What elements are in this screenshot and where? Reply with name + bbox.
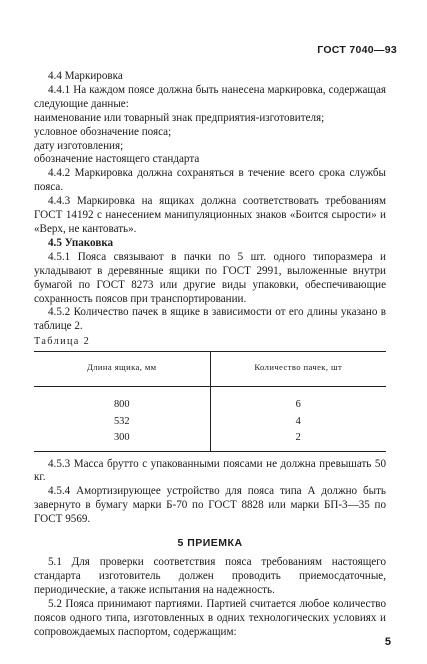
marking-item: наименование или товарный знак предприятия-изготовителя; — [34, 111, 325, 124]
paragraph-4-4-3: 4.4.3 Маркировка на ящиках должна соответствовать требованиям ГОСТ 14192 с нанесением манипуляционных знаков «Боится сырости» и «Верх, не кантовать». — [34, 195, 386, 235]
table-header-length: Длина ящика, мм — [34, 352, 210, 387]
table-cell-length: 532 — [34, 414, 210, 431]
marking-item: обозначение настоящего стандарта — [34, 153, 200, 166]
paragraph-4-5-3: 4.5.3 Масса брутто с упакованными поясами не должна превышать 50 кг. — [34, 457, 386, 484]
paragraph-5-1: 5.1 Для проверки соответствия пояса требованиям настоящего стандарта изготовитель должен проводить приемосдаточные, периодические, а также испытания на надежность. — [34, 555, 386, 596]
paragraph-4-5-4: 4.5.4 Амортизирующее устройство для пояса типа А должно быть завернуто в бумагу марки Б-70 по ГОСТ 8828 или марки БП-3—35 по ГОСТ 9569. — [34, 485, 386, 526]
section-4-5-title: 4.5 Упаковка — [48, 236, 114, 249]
paragraph-5-2: 5.2 Пояса принимают партиями. Партией считается любое количество поясов одного типа, изготовленных в одних технологических условиях и сопровождаемых паспортом, содержащим: — [34, 597, 386, 638]
table-cell-length: 300 — [34, 430, 210, 451]
paragraph-4-5-1: 4.5.1 Пояса связывают в пачки по 5 шт. одного типоразмера и укладывают в деревянные ящики по ГОСТ 2991, выложенные внутри бумагой по ГОСТ 8273 или другие виды упаковки, обеспечивающие сохранность поясов при транспортировании. — [34, 250, 386, 305]
paragraph-4-4-1: 4.4.1 На каждом поясе должна быть нанесена маркировка, содержащая следующие данные: — [34, 83, 386, 110]
section-4-4-title: 4.4 Маркировка — [48, 70, 123, 82]
table-row — [34, 387, 386, 414]
packing-table — [34, 351, 386, 451]
table-row — [34, 414, 386, 431]
page-body — [34, 70, 386, 639]
table-caption: Таблица 2 — [34, 336, 91, 348]
table-cell-count: 6 — [295, 399, 301, 411]
paragraph-4-5-2: 4.5.2 Количество пачек в ящике в зависимости от его длины указано в таблице 2. — [34, 306, 386, 333]
table-row — [34, 430, 386, 451]
page-number: 5 — [384, 636, 391, 648]
table-cell-length: 800 — [34, 387, 210, 414]
paragraph-4-4-2: 4.4.2 Маркировка должна сохраняться в течение всего срока службы пояса. — [34, 167, 386, 194]
table-cell-count: 4 — [295, 415, 301, 427]
table-header-count: Количество пачек, шт — [210, 352, 386, 387]
section-5-title: 5 ПРИЕМКА — [177, 537, 243, 550]
document-header: ГОСТ 7040—93 — [317, 44, 397, 56]
table-cell-count: 2 — [210, 430, 386, 451]
marking-item: условное обозначение пояса; — [34, 125, 172, 138]
marking-item: дату изготовления; — [34, 139, 124, 152]
